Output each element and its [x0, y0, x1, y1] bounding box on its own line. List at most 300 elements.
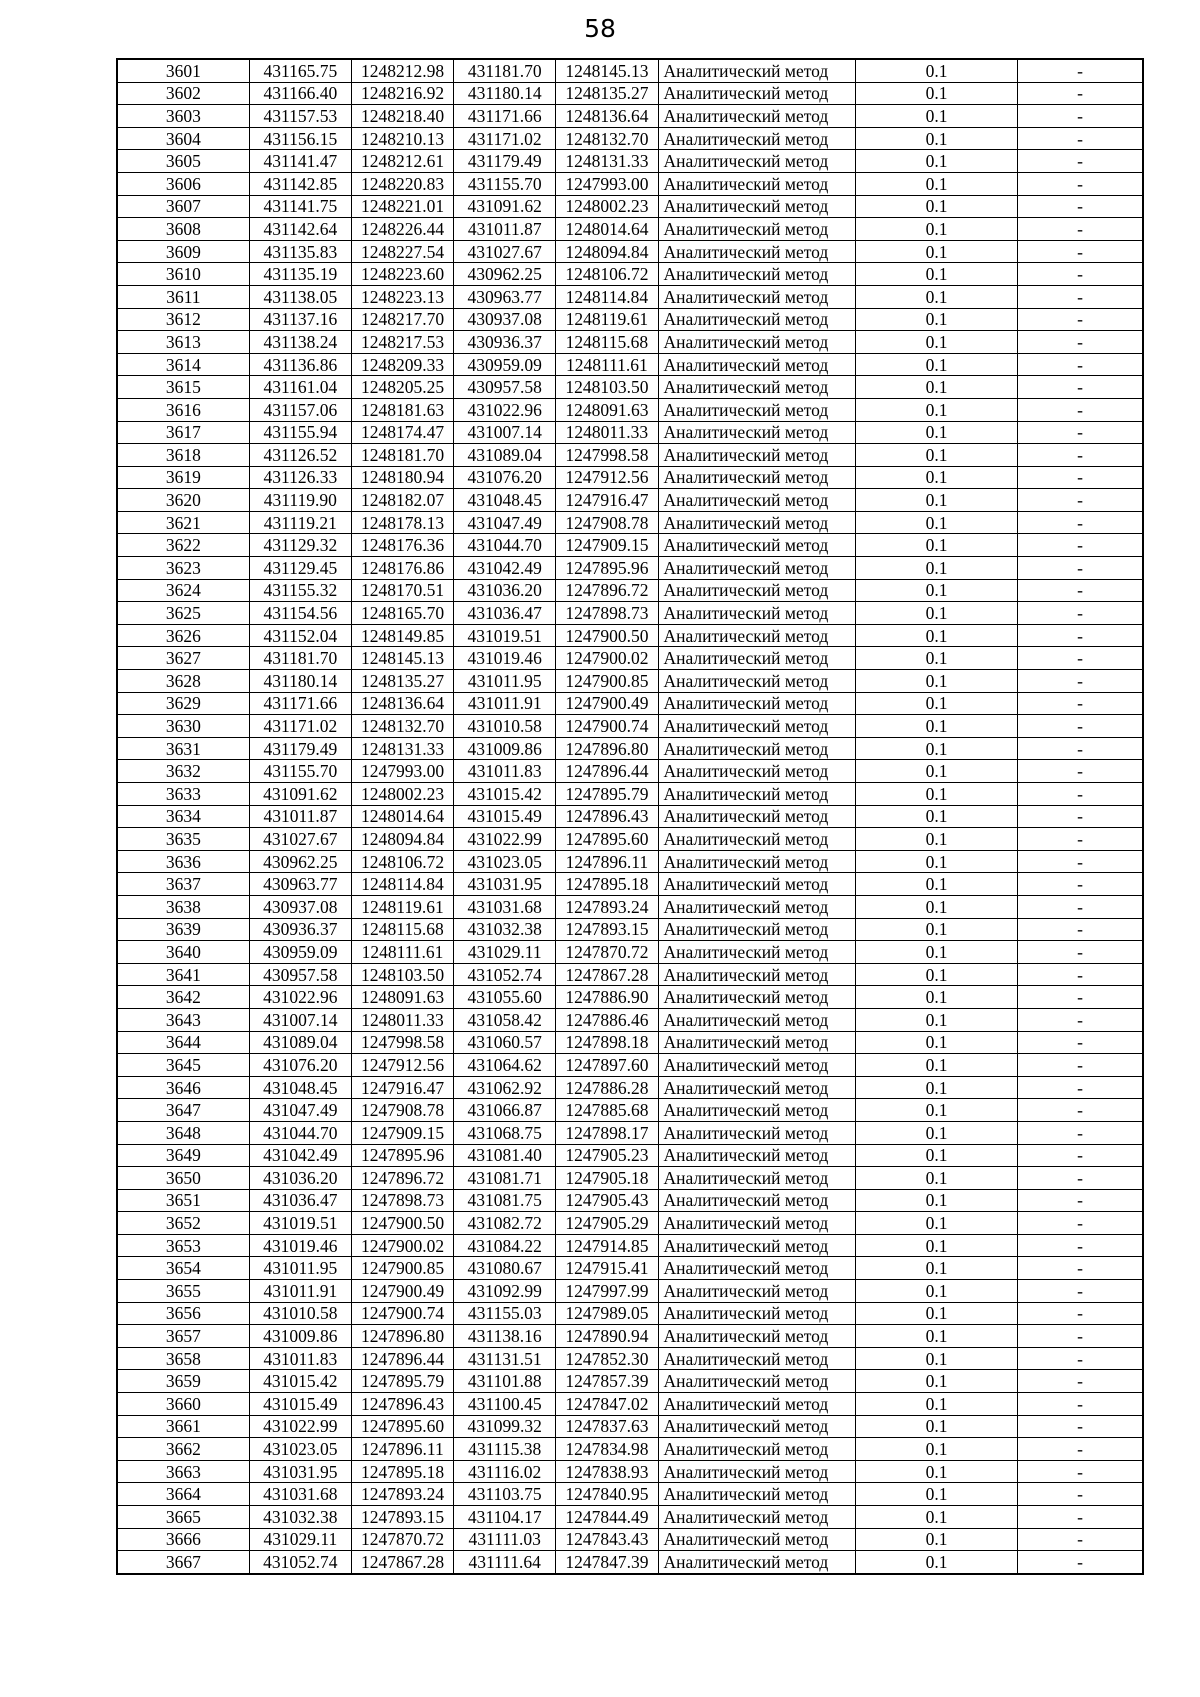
cell-x-start: 430962.25 [249, 850, 351, 873]
cell-note: - [1018, 127, 1143, 150]
table-row [117, 647, 1143, 670]
cell-accuracy: 0.1 [855, 1008, 1017, 1031]
cell-y-end: 1247900.74 [556, 715, 658, 738]
cell-accuracy: 0.1 [855, 624, 1017, 647]
cell-y-end: 1248114.84 [556, 285, 658, 308]
table-row [117, 59, 1143, 82]
cell-x-end: 431064.62 [454, 1054, 556, 1077]
cell-accuracy: 0.1 [855, 82, 1017, 105]
cell-point-number: 3643 [117, 1008, 249, 1031]
cell-accuracy: 0.1 [855, 1393, 1017, 1416]
cell-point-number: 3640 [117, 941, 249, 964]
cell-point-number: 3665 [117, 1506, 249, 1529]
cell-point-number: 3607 [117, 195, 249, 218]
cell-x-start: 431152.04 [249, 624, 351, 647]
cell-point-number: 3653 [117, 1234, 249, 1257]
cell-y-end: 1247898.17 [556, 1121, 658, 1144]
cell-accuracy: 0.1 [855, 1528, 1017, 1551]
table-row [117, 127, 1143, 150]
cell-point-number: 3654 [117, 1257, 249, 1280]
cell-y-start: 1248111.61 [351, 941, 453, 964]
cell-x-end: 431115.38 [454, 1438, 556, 1461]
cell-x-start: 431155.32 [249, 579, 351, 602]
table-row [117, 1438, 1143, 1461]
cell-method: Аналитический метод [658, 715, 855, 738]
cell-x-start: 431142.85 [249, 172, 351, 195]
cell-method: Аналитический метод [658, 59, 855, 82]
cell-y-start: 1248165.70 [351, 602, 453, 625]
cell-accuracy: 0.1 [855, 1280, 1017, 1303]
cell-point-number: 3655 [117, 1280, 249, 1303]
cell-point-number: 3661 [117, 1415, 249, 1438]
cell-point-number: 3616 [117, 398, 249, 421]
cell-x-start: 431031.95 [249, 1460, 351, 1483]
cell-accuracy: 0.1 [855, 783, 1017, 806]
cell-x-end: 431009.86 [454, 737, 556, 760]
cell-note: - [1018, 1234, 1143, 1257]
cell-y-end: 1247898.73 [556, 602, 658, 625]
cell-accuracy: 0.1 [855, 263, 1017, 286]
cell-accuracy: 0.1 [855, 511, 1017, 534]
cell-x-start: 431135.83 [249, 240, 351, 263]
cell-note: - [1018, 240, 1143, 263]
table-row [117, 1234, 1143, 1257]
cell-point-number: 3656 [117, 1302, 249, 1325]
cell-point-number: 3627 [117, 647, 249, 670]
cell-point-number: 3658 [117, 1347, 249, 1370]
table-row [117, 534, 1143, 557]
cell-accuracy: 0.1 [855, 828, 1017, 851]
cell-x-start: 430959.09 [249, 941, 351, 964]
cell-note: - [1018, 150, 1143, 173]
cell-x-end: 431116.02 [454, 1460, 556, 1483]
cell-method: Аналитический метод [658, 873, 855, 896]
cell-x-start: 431157.53 [249, 105, 351, 128]
cell-method: Аналитический метод [658, 195, 855, 218]
cell-note: - [1018, 1347, 1143, 1370]
cell-y-start: 1248223.60 [351, 263, 453, 286]
cell-note: - [1018, 376, 1143, 399]
cell-y-end: 1247895.79 [556, 783, 658, 806]
cell-method: Аналитический метод [658, 376, 855, 399]
cell-point-number: 3618 [117, 444, 249, 467]
cell-x-start: 431166.40 [249, 82, 351, 105]
cell-accuracy: 0.1 [855, 1144, 1017, 1167]
cell-y-end: 1247908.78 [556, 511, 658, 534]
table-row [117, 1370, 1143, 1393]
cell-x-start: 431076.20 [249, 1054, 351, 1077]
cell-y-start: 1248132.70 [351, 715, 453, 738]
cell-x-end: 431099.32 [454, 1415, 556, 1438]
table-row [117, 331, 1143, 354]
cell-accuracy: 0.1 [855, 1551, 1017, 1574]
cell-y-end: 1247900.50 [556, 624, 658, 647]
cell-y-start: 1247896.72 [351, 1167, 453, 1190]
cell-note: - [1018, 444, 1143, 467]
cell-x-end: 431101.88 [454, 1370, 556, 1393]
cell-point-number: 3602 [117, 82, 249, 105]
cell-y-start: 1248136.64 [351, 692, 453, 715]
cell-note: - [1018, 353, 1143, 376]
cell-x-start: 431047.49 [249, 1099, 351, 1122]
cell-accuracy: 0.1 [855, 873, 1017, 896]
cell-y-start: 1248094.84 [351, 828, 453, 851]
cell-x-start: 431036.20 [249, 1167, 351, 1190]
cell-y-start: 1248223.13 [351, 285, 453, 308]
cell-accuracy: 0.1 [855, 489, 1017, 512]
table-row [117, 805, 1143, 828]
cell-x-start: 431031.68 [249, 1483, 351, 1506]
cell-x-start: 431141.47 [249, 150, 351, 173]
cell-method: Аналитический метод [658, 692, 855, 715]
cell-x-end: 431048.45 [454, 489, 556, 512]
cell-method: Аналитический метод [658, 670, 855, 693]
cell-accuracy: 0.1 [855, 1076, 1017, 1099]
cell-point-number: 3641 [117, 963, 249, 986]
cell-accuracy: 0.1 [855, 715, 1017, 738]
cell-method: Аналитический метод [658, 353, 855, 376]
cell-x-end: 431010.58 [454, 715, 556, 738]
cell-point-number: 3652 [117, 1212, 249, 1235]
cell-point-number: 3659 [117, 1370, 249, 1393]
cell-note: - [1018, 1189, 1143, 1212]
cell-accuracy: 0.1 [855, 1325, 1017, 1348]
cell-y-start: 1247908.78 [351, 1099, 453, 1122]
cell-note: - [1018, 850, 1143, 873]
cell-x-end: 431058.42 [454, 1008, 556, 1031]
cell-point-number: 3614 [117, 353, 249, 376]
cell-note: - [1018, 421, 1143, 444]
cell-point-number: 3622 [117, 534, 249, 557]
cell-x-end: 431181.70 [454, 59, 556, 82]
cell-y-end: 1247867.28 [556, 963, 658, 986]
cell-accuracy: 0.1 [855, 1483, 1017, 1506]
cell-accuracy: 0.1 [855, 240, 1017, 263]
cell-y-end: 1247900.85 [556, 670, 658, 693]
cell-method: Аналитический метод [658, 421, 855, 444]
cell-point-number: 3632 [117, 760, 249, 783]
cell-accuracy: 0.1 [855, 331, 1017, 354]
cell-method: Аналитический метод [658, 82, 855, 105]
page-number: 58 [584, 14, 616, 43]
cell-x-end: 431027.67 [454, 240, 556, 263]
cell-y-start: 1248011.33 [351, 1008, 453, 1031]
cell-y-end: 1247905.43 [556, 1189, 658, 1212]
cell-y-start: 1247893.15 [351, 1506, 453, 1529]
table-row [117, 850, 1143, 873]
cell-point-number: 3620 [117, 489, 249, 512]
cell-note: - [1018, 1551, 1143, 1574]
cell-x-start: 431032.38 [249, 1506, 351, 1529]
cell-note: - [1018, 263, 1143, 286]
table-row [117, 715, 1143, 738]
cell-x-start: 431165.75 [249, 59, 351, 82]
cell-y-start: 1247909.15 [351, 1121, 453, 1144]
cell-x-start: 431155.94 [249, 421, 351, 444]
cell-method: Аналитический метод [658, 941, 855, 964]
cell-y-start: 1248212.98 [351, 59, 453, 82]
cell-y-start: 1247900.85 [351, 1257, 453, 1280]
cell-y-start: 1247895.60 [351, 1415, 453, 1438]
cell-note: - [1018, 602, 1143, 625]
cell-y-start: 1247916.47 [351, 1076, 453, 1099]
cell-note: - [1018, 1031, 1143, 1054]
table-row [117, 172, 1143, 195]
cell-accuracy: 0.1 [855, 963, 1017, 986]
cell-method: Аналитический метод [658, 760, 855, 783]
cell-y-end: 1247900.49 [556, 692, 658, 715]
cell-point-number: 3642 [117, 986, 249, 1009]
cell-x-end: 431089.04 [454, 444, 556, 467]
cell-y-end: 1248103.50 [556, 376, 658, 399]
cell-y-end: 1247896.11 [556, 850, 658, 873]
cell-x-end: 431068.75 [454, 1121, 556, 1144]
cell-accuracy: 0.1 [855, 150, 1017, 173]
cell-y-start: 1247896.11 [351, 1438, 453, 1461]
cell-y-start: 1247895.18 [351, 1460, 453, 1483]
cell-x-start: 431161.04 [249, 376, 351, 399]
cell-method: Аналитический метод [658, 1099, 855, 1122]
cell-y-end: 1247912.56 [556, 466, 658, 489]
cell-y-end: 1247896.44 [556, 760, 658, 783]
cell-note: - [1018, 1280, 1143, 1303]
cell-y-end: 1247852.30 [556, 1347, 658, 1370]
cell-method: Аналитический метод [658, 986, 855, 1009]
cell-note: - [1018, 737, 1143, 760]
cell-x-end: 431060.57 [454, 1031, 556, 1054]
cell-note: - [1018, 105, 1143, 128]
table-row [117, 1031, 1143, 1054]
cell-accuracy: 0.1 [855, 376, 1017, 399]
cell-y-end: 1247847.02 [556, 1393, 658, 1416]
cell-accuracy: 0.1 [855, 308, 1017, 331]
cell-point-number: 3601 [117, 59, 249, 82]
cell-x-end: 431111.64 [454, 1551, 556, 1574]
table-row [117, 308, 1143, 331]
cell-y-start: 1248170.51 [351, 579, 453, 602]
cell-point-number: 3649 [117, 1144, 249, 1167]
cell-y-end: 1247898.18 [556, 1031, 658, 1054]
cell-accuracy: 0.1 [855, 1438, 1017, 1461]
cell-x-start: 431135.19 [249, 263, 351, 286]
cell-note: - [1018, 1460, 1143, 1483]
cell-method: Аналитический метод [658, 105, 855, 128]
cell-y-start: 1247895.96 [351, 1144, 453, 1167]
cell-x-start: 431179.49 [249, 737, 351, 760]
cell-x-end: 431011.87 [454, 218, 556, 241]
cell-y-end: 1247896.72 [556, 579, 658, 602]
cell-x-end: 431081.40 [454, 1144, 556, 1167]
cell-note: - [1018, 195, 1143, 218]
cell-point-number: 3613 [117, 331, 249, 354]
cell-note: - [1018, 466, 1143, 489]
cell-x-start: 430957.58 [249, 963, 351, 986]
cell-y-start: 1248226.44 [351, 218, 453, 241]
cell-y-end: 1247834.98 [556, 1438, 658, 1461]
cell-note: - [1018, 1008, 1143, 1031]
cell-note: - [1018, 895, 1143, 918]
cell-y-end: 1248094.84 [556, 240, 658, 263]
cell-note: - [1018, 285, 1143, 308]
cell-y-start: 1247900.02 [351, 1234, 453, 1257]
cell-point-number: 3629 [117, 692, 249, 715]
cell-method: Аналитический метод [658, 127, 855, 150]
cell-accuracy: 0.1 [855, 895, 1017, 918]
cell-note: - [1018, 1483, 1143, 1506]
cell-y-start: 1247896.80 [351, 1325, 453, 1348]
cell-point-number: 3615 [117, 376, 249, 399]
cell-y-start: 1248174.47 [351, 421, 453, 444]
cell-y-end: 1247997.99 [556, 1280, 658, 1303]
cell-y-end: 1247890.94 [556, 1325, 658, 1348]
cell-note: - [1018, 783, 1143, 806]
cell-y-end: 1247893.15 [556, 918, 658, 941]
cell-note: - [1018, 308, 1143, 331]
cell-y-end: 1247886.28 [556, 1076, 658, 1099]
cell-method: Аналитический метод [658, 963, 855, 986]
table-row [117, 963, 1143, 986]
cell-y-end: 1248002.23 [556, 195, 658, 218]
cell-method: Аналитический метод [658, 240, 855, 263]
cell-point-number: 3667 [117, 1551, 249, 1574]
cell-y-end: 1247989.05 [556, 1302, 658, 1325]
cell-x-start: 431022.99 [249, 1415, 351, 1438]
cell-accuracy: 0.1 [855, 918, 1017, 941]
cell-x-start: 431119.21 [249, 511, 351, 534]
cell-y-start: 1248002.23 [351, 783, 453, 806]
cell-x-end: 431032.38 [454, 918, 556, 941]
cell-x-end: 431052.74 [454, 963, 556, 986]
cell-x-start: 431156.15 [249, 127, 351, 150]
cell-y-end: 1247857.39 [556, 1370, 658, 1393]
cell-x-end: 431100.45 [454, 1393, 556, 1416]
table-row [117, 353, 1143, 376]
cell-method: Аналитический метод [658, 895, 855, 918]
cell-point-number: 3651 [117, 1189, 249, 1212]
cell-note: - [1018, 534, 1143, 557]
cell-method: Аналитический метод [658, 1302, 855, 1325]
cell-note: - [1018, 986, 1143, 1009]
cell-y-start: 1247870.72 [351, 1528, 453, 1551]
cell-y-start: 1248217.70 [351, 308, 453, 331]
cell-accuracy: 0.1 [855, 1189, 1017, 1212]
table-row [117, 670, 1143, 693]
cell-y-end: 1248011.33 [556, 421, 658, 444]
cell-method: Аналитический метод [658, 444, 855, 467]
cell-y-end: 1248111.61 [556, 353, 658, 376]
cell-x-end: 431029.11 [454, 941, 556, 964]
cell-x-start: 431137.16 [249, 308, 351, 331]
cell-method: Аналитический метод [658, 918, 855, 941]
cell-point-number: 3646 [117, 1076, 249, 1099]
table-row [117, 1099, 1143, 1122]
cell-accuracy: 0.1 [855, 59, 1017, 82]
table-row [117, 1460, 1143, 1483]
cell-x-end: 431103.75 [454, 1483, 556, 1506]
cell-accuracy: 0.1 [855, 195, 1017, 218]
cell-note: - [1018, 624, 1143, 647]
table-row [117, 421, 1143, 444]
cell-note: - [1018, 918, 1143, 941]
cell-y-start: 1248114.84 [351, 873, 453, 896]
cell-x-end: 431155.70 [454, 172, 556, 195]
table-row [117, 489, 1143, 512]
cell-method: Аналитический метод [658, 1144, 855, 1167]
cell-x-start: 431011.95 [249, 1257, 351, 1280]
cell-note: - [1018, 579, 1143, 602]
cell-y-start: 1248181.63 [351, 398, 453, 421]
cell-point-number: 3645 [117, 1054, 249, 1077]
cell-x-end: 431031.95 [454, 873, 556, 896]
cell-method: Аналитический метод [658, 624, 855, 647]
cell-method: Аналитический метод [658, 534, 855, 557]
cell-note: - [1018, 1054, 1143, 1077]
cell-note: - [1018, 1257, 1143, 1280]
cell-accuracy: 0.1 [855, 444, 1017, 467]
cell-method: Аналитический метод [658, 1189, 855, 1212]
cell-y-start: 1247912.56 [351, 1054, 453, 1077]
cell-x-end: 431171.02 [454, 127, 556, 150]
table-row [117, 1483, 1143, 1506]
cell-y-end: 1248136.64 [556, 105, 658, 128]
cell-method: Аналитический метод [658, 557, 855, 580]
cell-method: Аналитический метод [658, 1506, 855, 1529]
cell-method: Аналитический метод [658, 647, 855, 670]
cell-method: Аналитический метод [658, 466, 855, 489]
table-row [117, 692, 1143, 715]
cell-x-start: 431042.49 [249, 1144, 351, 1167]
table-row [117, 195, 1143, 218]
cell-method: Аналитический метод [658, 398, 855, 421]
cell-y-end: 1247847.39 [556, 1551, 658, 1574]
cell-y-end: 1247843.43 [556, 1528, 658, 1551]
cell-x-end: 431062.92 [454, 1076, 556, 1099]
cell-y-start: 1248205.25 [351, 376, 453, 399]
table-row [117, 1008, 1143, 1031]
cell-y-end: 1248119.61 [556, 308, 658, 331]
cell-y-start: 1247993.00 [351, 760, 453, 783]
cell-x-end: 431131.51 [454, 1347, 556, 1370]
cell-y-end: 1247916.47 [556, 489, 658, 512]
cell-method: Аналитический метод [658, 285, 855, 308]
cell-y-start: 1247900.49 [351, 1280, 453, 1303]
cell-x-start: 431029.11 [249, 1528, 351, 1551]
cell-x-end: 431019.51 [454, 624, 556, 647]
cell-x-end: 431066.87 [454, 1099, 556, 1122]
cell-y-start: 1248119.61 [351, 895, 453, 918]
cell-point-number: 3612 [117, 308, 249, 331]
cell-note: - [1018, 1302, 1143, 1325]
cell-method: Аналитический метод [658, 308, 855, 331]
cell-y-end: 1247893.24 [556, 895, 658, 918]
cell-accuracy: 0.1 [855, 941, 1017, 964]
cell-note: - [1018, 511, 1143, 534]
cell-note: - [1018, 1528, 1143, 1551]
cell-x-start: 431091.62 [249, 783, 351, 806]
cell-y-end: 1247900.02 [556, 647, 658, 670]
cell-y-start: 1248176.86 [351, 557, 453, 580]
table-row [117, 1076, 1143, 1099]
cell-accuracy: 0.1 [855, 1121, 1017, 1144]
cell-point-number: 3633 [117, 783, 249, 806]
cell-x-start: 431048.45 [249, 1076, 351, 1099]
cell-x-start: 431180.14 [249, 670, 351, 693]
cell-x-end: 431044.70 [454, 534, 556, 557]
cell-point-number: 3619 [117, 466, 249, 489]
cell-x-start: 431052.74 [249, 1551, 351, 1574]
cell-note: - [1018, 398, 1143, 421]
coordinates-table [116, 58, 1144, 1575]
